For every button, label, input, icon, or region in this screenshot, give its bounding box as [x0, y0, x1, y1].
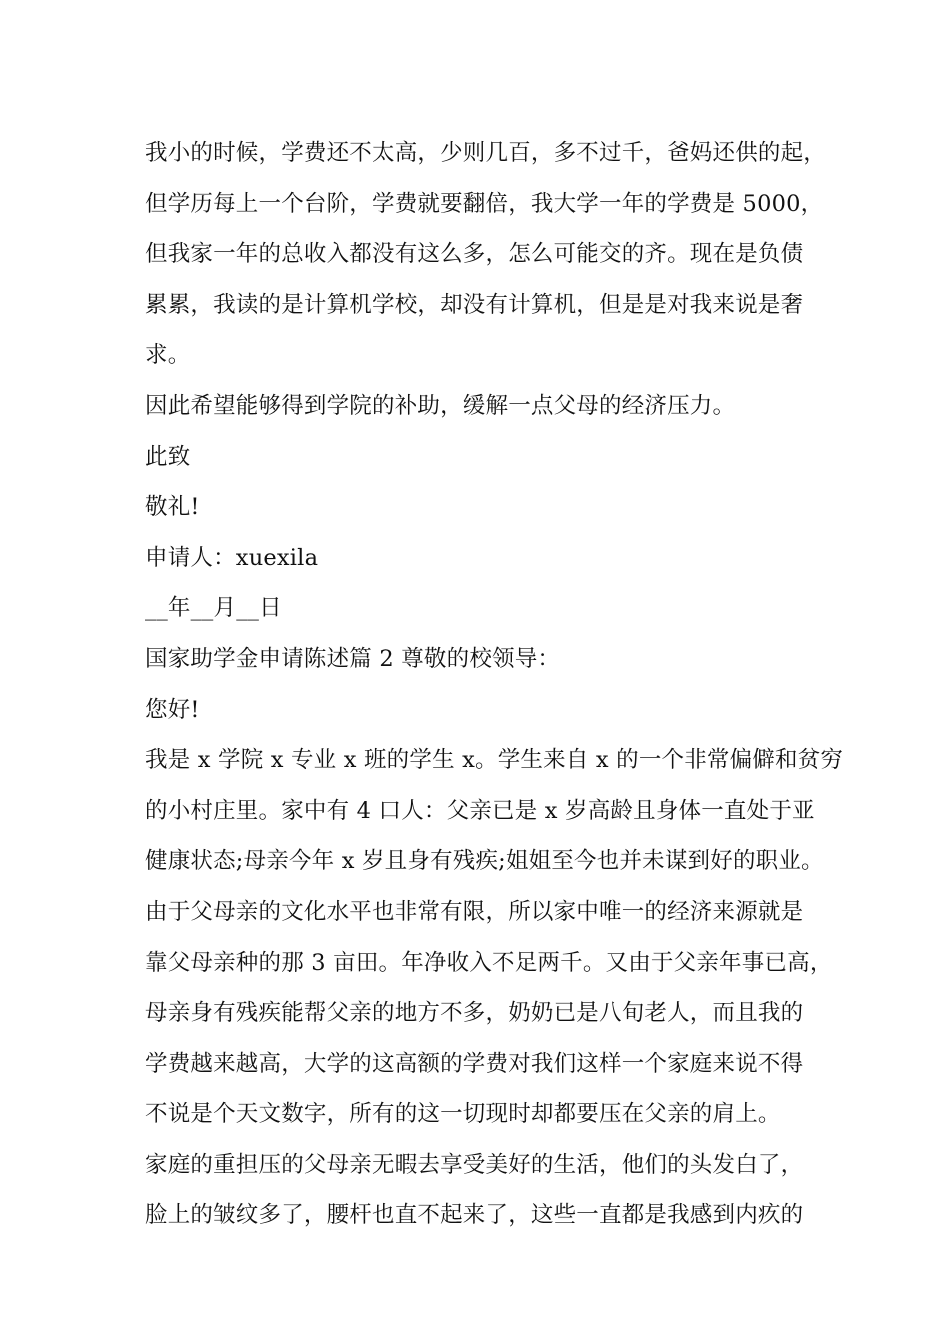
date-line: __年__月__日	[145, 595, 282, 622]
text-line: 我小的时候，学费还不太高，少则几百，多不过千，爸妈还供的起，	[145, 140, 827, 166]
document-body	[145, 128, 844, 1241]
text-line: 健康状态;母亲今年 x 岁且身有残疾;姐姐至今也并未谋到好的职业。	[145, 848, 824, 875]
text-line: 脸上的皱纹多了，腰杆也直不起来了，这些一直都是我感到内疚的	[145, 1202, 804, 1229]
section-heading: 国家助学金申请陈述篇 2 尊敬的校领导：	[145, 645, 561, 672]
text-line: 但我家一年的总收入都没有这么多，怎么可能交的齐。现在是负债	[145, 241, 804, 268]
text-line: 学费越来越高，大学的这高额的学费对我们这样一个家庭来说不得	[145, 1050, 804, 1077]
text-line: 求。	[145, 342, 191, 369]
text-line: 由于父母亲的文化水平也非常有限，所以家中唯一的经济来源就是	[145, 898, 804, 925]
text-line: 我是 x 学院 x 专业 x 班的学生 x。学生来自 x 的一个非常偏僻和贫穷	[145, 747, 844, 774]
salutation: 敬礼!	[145, 494, 200, 521]
text-line: 不说是个天文数字，所有的这一切现时却都要压在父亲的肩上。	[145, 1101, 781, 1128]
text-line: 但学历每上一个台阶，学费就要翻倍，我大学一年的学费是 5000，	[145, 190, 824, 217]
text-line: 的小村庄里。家中有 4 口人：父亲已是 x 岁高龄且身体一直处于亚	[145, 797, 815, 824]
text-line: 母亲身有残疾能帮父亲的地方不多，奶奶已是八旬老人，而且我的	[145, 1000, 804, 1027]
text-line: 家庭的重担压的父母亲无暇去享受美好的生活，他们的头发白了，	[145, 1151, 804, 1178]
text-line: 因此希望能够得到学院的补助，缓解一点父母的经济压力。	[145, 392, 736, 419]
applicant-line: 申请人：xuexila	[145, 544, 319, 571]
greeting: 您好!	[145, 696, 200, 723]
closing-phrase: 此致	[145, 443, 191, 470]
text-line: 靠父母亲种的那 3 亩田。年净收入不足两千。又由于父亲年事已高，	[145, 949, 833, 976]
text-line: 累累，我读的是计算机学校，却没有计算机，但是是对我来说是奢	[145, 291, 804, 318]
